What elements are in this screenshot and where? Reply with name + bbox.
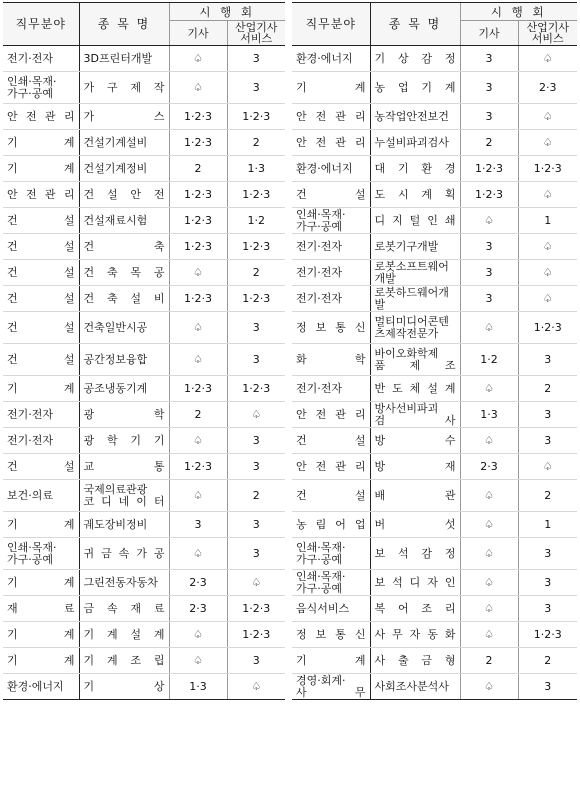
table-row [292,480,577,512]
engineer-cell: 1·2·3 [169,234,227,260]
schedule-table-left [3,3,285,700]
industrial-cell: 1·2·3 [227,234,285,260]
field-cell: 안 전 관 리 [3,104,79,130]
table-row [3,130,285,156]
engineer-cell: 2·3 [169,570,227,596]
field-cell: 환경·에너지 [292,156,370,182]
industrial-cell: ♤ [227,402,285,428]
industrial-cell: 1·2·3 [518,156,577,182]
item-cell: 교 통 [79,454,169,480]
table-row [292,130,577,156]
table-row [3,428,285,454]
header-exec: 시 행 회 [169,3,285,21]
item-cell: 귀 금 속 가 공 [79,538,169,570]
item-cell: 공간정보융합 [79,344,169,376]
item-cell: 버 섯 [370,512,460,538]
engineer-cell: ♤ [460,376,518,402]
header-exec: 시 행 회 [460,3,577,21]
item-cell: 건 축 설 비 [79,286,169,312]
field-cell: 재 료 [3,596,79,622]
industrial-cell: 1·2·3 [518,312,577,344]
industrial-cell: ♤ [518,260,577,286]
item-cell: 로봇소프트웨어개발 [370,260,460,286]
table-row [3,376,285,402]
engineer-cell: ♤ [169,312,227,344]
industrial-cell: 3 [227,538,285,570]
engineer-cell: 1·3 [169,674,227,700]
field-cell: 음식서비스 [292,596,370,622]
table-row [292,182,577,208]
field-cell: 건 설 [292,182,370,208]
item-cell: 궤도장비정비 [79,512,169,538]
engineer-cell: ♤ [460,512,518,538]
engineer-cell: 3 [169,512,227,538]
schedule-table-right-body [292,3,577,700]
engineer-cell: 1·2·3 [169,130,227,156]
engineer-cell: ♤ [460,480,518,512]
field-cell: 건 설 [292,428,370,454]
table-row [292,648,577,674]
engineer-cell: 2 [169,156,227,182]
industrial-cell: 3 [227,344,285,376]
field-cell: 전기·전자 [292,286,370,312]
industrial-cell: ♤ [518,234,577,260]
item-cell: 누설비파괴검사 [370,130,460,156]
industrial-cell: 1·2 [227,208,285,234]
table-row [3,156,285,182]
item-cell: 광 학 [79,402,169,428]
table-row [292,208,577,234]
item-cell: 건 설 안 전 [79,182,169,208]
engineer-cell: 3 [460,72,518,104]
engineer-cell: 3 [460,104,518,130]
field-cell: 안 전 관 리 [3,182,79,208]
field-cell: 인쇄·목재· 가구·공예 [3,538,79,570]
industrial-cell: 3 [227,428,285,454]
industrial-cell: 2 [227,480,285,512]
field-cell: 전기·전자 [3,46,79,72]
engineer-cell: 1·2·3 [169,182,227,208]
field-cell: 기 계 [3,512,79,538]
engineer-cell: 1·2·3 [169,208,227,234]
table-row [292,376,577,402]
item-cell: 건 축 목 공 [79,260,169,286]
industrial-cell: 2 [227,130,285,156]
industrial-cell: 2·3 [518,72,577,104]
item-cell: 가 스 [79,104,169,130]
engineer-cell: 3 [460,46,518,72]
item-cell: 광 학 기 기 [79,428,169,454]
industrial-cell: 1·2·3 [227,596,285,622]
header-col2: 산업기사 서비스 [227,21,285,46]
header-col1: 기사 [169,21,227,46]
table-row [3,260,285,286]
engineer-cell: ♤ [460,570,518,596]
item-cell: 방 재 [370,454,460,480]
engineer-cell: 3 [460,234,518,260]
field-cell: 기 계 [3,156,79,182]
engineer-cell: 1·2·3 [169,376,227,402]
engineer-cell: 1·2·3 [169,454,227,480]
industrial-cell: 1·3 [227,156,285,182]
field-cell: 인쇄·목재· 가구·공예 [292,570,370,596]
field-cell: 기 계 [3,570,79,596]
engineer-cell: ♤ [460,596,518,622]
industrial-cell: 1·2·3 [518,622,577,648]
industrial-cell: 1 [518,208,577,234]
header-col2: 산업기사 서비스 [518,21,577,46]
industrial-cell: 1·2·3 [227,376,285,402]
item-cell: 기 계 조 립 [79,648,169,674]
industrial-cell: 3 [518,402,577,428]
engineer-cell: ♤ [460,312,518,344]
table-row [3,234,285,260]
table-row [3,674,285,700]
item-cell: 방사선비파괴 검 사 [370,402,460,428]
item-cell: 기 상 감 정 [370,46,460,72]
table-row [3,596,285,622]
table-row [3,46,285,72]
engineer-cell: ♤ [460,622,518,648]
engineer-cell: 2 [460,648,518,674]
field-cell: 안 전 관 리 [292,402,370,428]
field-cell: 인쇄·목재· 가구·공예 [292,208,370,234]
field-cell: 기 계 [3,622,79,648]
table-row [3,72,285,104]
item-cell: 국제의료관광 코 디 네 이 터 [79,480,169,512]
industrial-cell: ♤ [518,130,577,156]
engineer-cell: 2 [169,402,227,428]
item-cell: 기 계 설 계 [79,622,169,648]
field-cell: 기 계 [292,648,370,674]
table-row [3,208,285,234]
engineer-cell: ♤ [169,480,227,512]
industrial-cell: ♤ [518,286,577,312]
industrial-cell: ♤ [518,454,577,480]
industrial-cell: 1·2·3 [227,622,285,648]
item-cell: 농작업안전보건 [370,104,460,130]
industrial-cell: 1·2·3 [227,182,285,208]
industrial-cell: 2 [518,480,577,512]
field-cell: 환경·에너지 [292,46,370,72]
industrial-cell: 3 [518,570,577,596]
industrial-cell: 3 [518,344,577,376]
engineer-cell: ♤ [169,72,227,104]
item-cell: 보 석 디 자 인 [370,570,460,596]
field-cell: 기 계 [292,72,370,104]
field-cell: 건 설 [3,234,79,260]
industrial-cell: 2 [518,648,577,674]
item-cell: 방 수 [370,428,460,454]
item-cell: 공조냉동기계 [79,376,169,402]
engineer-cell: ♤ [169,622,227,648]
table-row [292,72,577,104]
item-cell: 복 어 조 리 [370,596,460,622]
item-cell: 건설기계설비 [79,130,169,156]
industrial-cell: ♤ [518,182,577,208]
engineer-cell: 2·3 [460,454,518,480]
industrial-cell: 3 [518,596,577,622]
field-cell: 기 계 [3,130,79,156]
engineer-cell: ♤ [460,428,518,454]
industrial-cell: 1 [518,512,577,538]
engineer-cell: ♤ [169,46,227,72]
table-row [292,104,577,130]
item-cell: 건 축 [79,234,169,260]
engineer-cell: ♤ [460,674,518,700]
table-row [292,596,577,622]
field-cell: 기 계 [3,648,79,674]
table-row [3,454,285,480]
industrial-cell: 3 [227,454,285,480]
item-cell: 보 석 감 정 [370,538,460,570]
field-cell: 건 설 [3,312,79,344]
item-cell: 그린전동자동차 [79,570,169,596]
field-cell: 전기·전자 [292,234,370,260]
engineer-cell: 3 [460,260,518,286]
industrial-cell: ♤ [518,104,577,130]
table-row [292,622,577,648]
industrial-cell: 3 [518,538,577,570]
field-cell: 건 설 [3,454,79,480]
table-row [3,402,285,428]
table-row [3,622,285,648]
field-cell: 안 전 관 리 [292,130,370,156]
table-row [292,512,577,538]
item-cell: 로봇하드웨어개발 [370,286,460,312]
engineer-cell: 1·2·3 [460,156,518,182]
engineer-cell: 1·2·3 [460,182,518,208]
item-cell: 로봇기구개발 [370,234,460,260]
header-row [292,3,577,21]
field-cell: 인쇄·목재· 가구·공예 [292,538,370,570]
item-cell: 농 업 기 계 [370,72,460,104]
engineer-cell: 2 [460,130,518,156]
table-row [292,156,577,182]
table-row [3,182,285,208]
table-row [3,512,285,538]
engineer-cell: ♤ [460,208,518,234]
header-item: 종 목 명 [79,3,169,46]
field-cell: 정 보 통 신 [292,312,370,344]
industrial-cell: 3 [227,312,285,344]
field-cell: 건 설 [292,480,370,512]
header-field: 직무분야 [3,3,79,46]
item-cell: 대 기 환 경 [370,156,460,182]
field-cell: 기 계 [3,376,79,402]
table-row [3,648,285,674]
industrial-cell: 2 [227,260,285,286]
table-row [292,428,577,454]
field-cell: 농 림 어 업 [292,512,370,538]
item-cell: 사 무 자 동 화 [370,622,460,648]
item-cell: 건설재료시험 [79,208,169,234]
item-cell: 건설기계정비 [79,156,169,182]
table-row [292,538,577,570]
field-cell: 인쇄·목재· 가구·공예 [3,72,79,104]
engineer-cell: 1·3 [460,402,518,428]
item-cell: 기 상 [79,674,169,700]
item-cell: 멀티미디어콘텐 츠제작전문가 [370,312,460,344]
engineer-cell: 3 [460,286,518,312]
industrial-cell: 3 [227,512,285,538]
field-cell: 보건·의료 [3,480,79,512]
field-cell: 전기·전자 [3,428,79,454]
field-cell: 건 설 [3,344,79,376]
engineer-cell: 1·2·3 [169,286,227,312]
field-cell: 전기·전자 [3,402,79,428]
engineer-cell: ♤ [169,648,227,674]
item-cell: 도 시 계 획 [370,182,460,208]
industrial-cell: 3 [227,46,285,72]
industrial-cell: 1·2·3 [227,104,285,130]
field-cell: 화 학 [292,344,370,376]
industrial-cell: 1·2·3 [227,286,285,312]
table-row [292,234,577,260]
engineer-cell: 1·2·3 [169,104,227,130]
table-row [292,454,577,480]
industrial-cell: 3 [518,674,577,700]
schedule-table-left-body [3,3,285,700]
engineer-cell: ♤ [169,428,227,454]
industrial-cell: 3 [227,648,285,674]
table-row [3,312,285,344]
table-row [292,260,577,286]
field-cell: 건 설 [3,286,79,312]
item-cell: 배 관 [370,480,460,512]
table-row [3,570,285,596]
item-cell: 금 속 재 료 [79,596,169,622]
header-field: 직무분야 [292,3,370,46]
engineer-cell: ♤ [169,538,227,570]
field-cell: 정 보 통 신 [292,622,370,648]
item-cell: 가 구 제 작 [79,72,169,104]
item-cell: 건축일반시공 [79,312,169,344]
table-row [3,480,285,512]
table-row [292,286,577,312]
engineer-cell: 2·3 [169,596,227,622]
industrial-cell: 3 [227,72,285,104]
field-cell: 경영·회계· 사 무 [292,674,370,700]
field-cell: 환경·에너지 [3,674,79,700]
industrial-cell: 3 [518,428,577,454]
item-cell: 바이오화학제 품 제 조 [370,344,460,376]
table-row [292,344,577,376]
engineer-cell: ♤ [169,344,227,376]
field-cell: 안 전 관 리 [292,454,370,480]
industrial-cell: ♤ [518,46,577,72]
industrial-cell: ♤ [227,674,285,700]
industrial-cell: ♤ [227,570,285,596]
item-cell: 사 출 금 형 [370,648,460,674]
table-row [3,104,285,130]
table-row [3,286,285,312]
header-item: 종 목 명 [370,3,460,46]
schedule-table-right [292,3,577,700]
header-col1: 기사 [460,21,518,46]
table-row [292,46,577,72]
header-row [3,3,285,21]
field-cell: 전기·전자 [292,376,370,402]
item-cell: 사회조사분석사 [370,674,460,700]
engineer-cell: 1·2 [460,344,518,376]
field-cell: 안 전 관 리 [292,104,370,130]
item-cell: 디 지 털 인 쇄 [370,208,460,234]
field-cell: 건 설 [3,208,79,234]
engineer-cell: ♤ [169,260,227,286]
table-row [292,570,577,596]
industrial-cell: 2 [518,376,577,402]
field-cell: 전기·전자 [292,260,370,286]
item-cell: 반 도 체 설 계 [370,376,460,402]
table-row [292,312,577,344]
table-row [3,344,285,376]
table-row [292,674,577,700]
item-cell: 3D프린터개발 [79,46,169,72]
table-row [292,402,577,428]
engineer-cell: ♤ [460,538,518,570]
table-row [3,538,285,570]
field-cell: 건 설 [3,260,79,286]
